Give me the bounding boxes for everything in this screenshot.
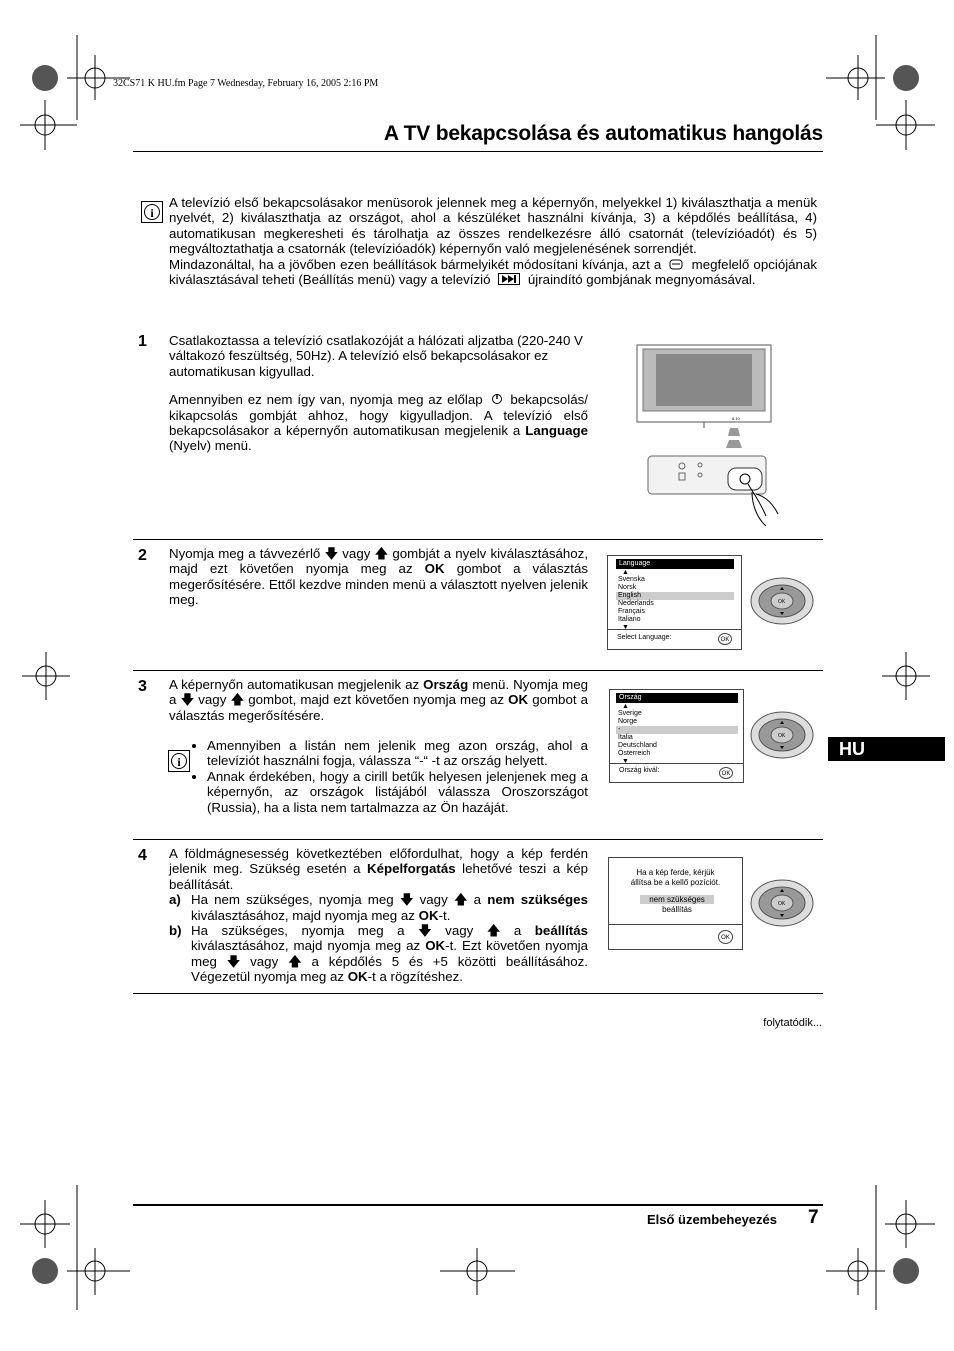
language-osd [607, 555, 742, 650]
step-rule-4 [133, 993, 823, 994]
footer-section: Első üzembeheyezés [646, 1212, 777, 1227]
arrow-up-icon: 🡅 [486, 923, 501, 939]
step-3-text: A képernyőn automatikusan megjelenik az Ország menü. Nyomja meg a 🡇 vagy 🡅 gombot, majd ezt követően nyomja meg az OK gombot a választás megerősítésére. [169, 677, 589, 723]
info-icon: i [168, 750, 190, 772]
note-bullet-2: • Annak érdekében, hogy a cirill betűk helyesen jelenjenek meg a képernyőn, az országok listájából válassza Oroszországot (Russia), ha a lista nem tartalmazza az Ön hazáját. [207, 769, 588, 815]
country-item[interactable]: Sverige [618, 710, 642, 717]
remote-pad-icon [750, 577, 814, 625]
language-item-selected[interactable]: English [616, 592, 734, 600]
arrow-down-icon: 🡇 [324, 546, 339, 561]
step-3-notes [191, 738, 588, 815]
language-osd-footer: Select Language: [617, 634, 672, 641]
language-tab-hu: HU [828, 737, 945, 761]
tilt-option[interactable]: beállítás [662, 905, 692, 914]
note-bullet-1: • Amennyiben a listán nem jelenik meg azon ország, ahol a televíziót használni fogja, válassza “-“ -t az ország helyett. [207, 738, 588, 769]
arrow-up-icon: 🡅 [288, 953, 302, 969]
step-2-text: Nyomja meg a távvezérlő 🡇 vagy 🡅 gombját a nyelv kiválasztásához, majd ezt követően nyomja meg az OK gombot a választás megerősítésére. Ettől kezdve minden menü a választott nyelven jelenik meg. [169, 546, 589, 608]
scroll-down-icon: ▼ [622, 758, 629, 765]
step-4-intro: A földmágnesesség következtében előfordulhat, hogy a kép ferdén jelenik meg. Szükség esetén a Képelforgatás lehetővé teszi a kép beállítását. [169, 846, 588, 892]
language-osd-title: Language [616, 559, 734, 569]
arrow-up-icon: 🡅 [453, 892, 468, 908]
page-title: A TV bekapcsolása és automatikus hangolás [383, 122, 823, 145]
country-osd [609, 689, 744, 783]
language-item[interactable]: Norsk [618, 584, 637, 591]
step-number-1: 1 [138, 333, 147, 350]
file-info: 32CS71 K HU.fm Page 7 Wednesday, February 16, 2005 2:16 PM [113, 78, 379, 89]
step-1-text [169, 333, 588, 454]
country-osd-title: Ország [616, 693, 738, 703]
scroll-down-icon: ▼ [622, 624, 629, 631]
info-icon: i [141, 201, 163, 223]
title-rule [133, 151, 823, 152]
continued-note: folytatódik... [763, 1017, 822, 1029]
step-rule-2 [133, 670, 823, 671]
step-1-paragraph-1: Csatlakoztassa a televízió csatlakozóját a hálózati aljzatba (220-240 V váltakozó feszültség, 50Hz). A televízió első bekapcsolásakor ez automatikusan kigyullad. [169, 333, 583, 379]
ok-icon: OK [719, 767, 733, 779]
step-4-text [169, 846, 588, 985]
tv-display: 8.10 [732, 416, 740, 421]
language-item[interactable]: Svenska [618, 576, 645, 583]
step-rule-3 [133, 839, 823, 840]
step-number-3: 3 [138, 678, 147, 695]
arrow-down-icon: 🡇 [180, 692, 195, 708]
arrow-down-icon: 🡇 [399, 892, 414, 908]
step-number-4: 4 [138, 847, 147, 864]
ok-icon: OK [718, 930, 733, 944]
remote-pad-ok: OK [778, 733, 786, 739]
tilt-option-selected[interactable]: nem szükséges [640, 895, 714, 904]
step-rule-1 [133, 539, 823, 540]
ok-icon: OK [718, 633, 732, 645]
country-osd-footer: Ország kivál: [619, 767, 660, 774]
country-item-selected[interactable]: - [616, 726, 738, 734]
scroll-up-icon: ▲ [622, 569, 629, 576]
tilt-osd [608, 857, 743, 950]
step-4-option-a: a) Ha nem szükséges, nyomja meg 🡇 vagy 🡅 a nem szükséges kiválasztásához, majd nyomja meg az OK-t. [169, 892, 588, 923]
arrow-up-icon: 🡅 [374, 546, 389, 561]
arrow-down-icon: 🡇 [418, 923, 432, 939]
arrow-up-icon: 🡅 [230, 692, 245, 708]
intro-paragraph-1: A televízió első bekapcsolásakor menüsorok jelennek meg a képernyőn, melyekkel 1) kiválaszthatja a menük nyelvét, 2) kiválaszthatja az országot, ahol a készüléket használni kívánja, 3) a képdőlés beállítása, 4) automatikusan megkeresheti és tárolhatja az összes rendelkezésre álló csatornát (televízióadót) és 5) megváltoztathatja a csatornák (televízióadók) képernyőn való megjelenésének sorrendjét. [169, 195, 817, 257]
country-item[interactable]: Italia [618, 734, 633, 741]
language-item[interactable]: Italiano [618, 616, 641, 623]
menu-icon [669, 258, 683, 270]
arrow-down-icon: 🡇 [226, 953, 241, 969]
language-item[interactable]: Français [618, 608, 645, 615]
remote-pad-ok: OK [778, 599, 786, 605]
country-item[interactable]: Österreich [618, 750, 651, 757]
country-item[interactable]: Deutschland [618, 742, 657, 749]
power-icon [491, 393, 503, 405]
remote-pad-icon [750, 711, 814, 759]
footer-rule [133, 1204, 823, 1206]
step-4-option-b: b) Ha szükséges, nyomja meg a 🡇 vagy 🡅 a beállítás kiválasztásához, majd nyomja meg az OK-t. Ezt követően nyomja meg 🡇 vagy 🡅 a képdőlés 5 és +5 közötti beállításához. Végezetül nyomja meg az OK-t a rögzítéshez. [169, 923, 589, 985]
intro-paragraph-2: Mindazonáltal, ha a jövőben ezen beállítások bármelyikét módosítani kívánja, azt a megfelelő opciójának kiválasztásával teheti (Beállítás menü) vagy a televízió újraindító gombjának megnyomásával. [169, 256, 817, 288]
remote-pad-ok: OK [778, 901, 786, 907]
tilt-osd-line-2: állítsa be a kellő pozíciót. [630, 878, 721, 887]
tilt-osd-line-1: Ha a kép ferde, kérjük [636, 868, 715, 877]
step-1-paragraph-2: Amennyiben ez nem így van, nyomja meg az előlap bekapcsolás/ kikapcsolás gombját ahhoz, hogy kigyulladjon. A televízió első bekapcsolásakor a képernyőn automatikusan megjelenik a Language (Nyelv) menü. [169, 392, 588, 454]
restart-icon [498, 273, 520, 285]
intro-text [169, 195, 817, 287]
scroll-up-icon: ▲ [622, 703, 629, 710]
tv-illustration [636, 344, 786, 529]
remote-pad-icon [750, 879, 814, 927]
step-number-2: 2 [138, 547, 147, 564]
language-item[interactable]: Nederlands [618, 600, 654, 607]
page-number: 7 [808, 1207, 819, 1228]
country-item[interactable]: Norge [618, 718, 638, 725]
